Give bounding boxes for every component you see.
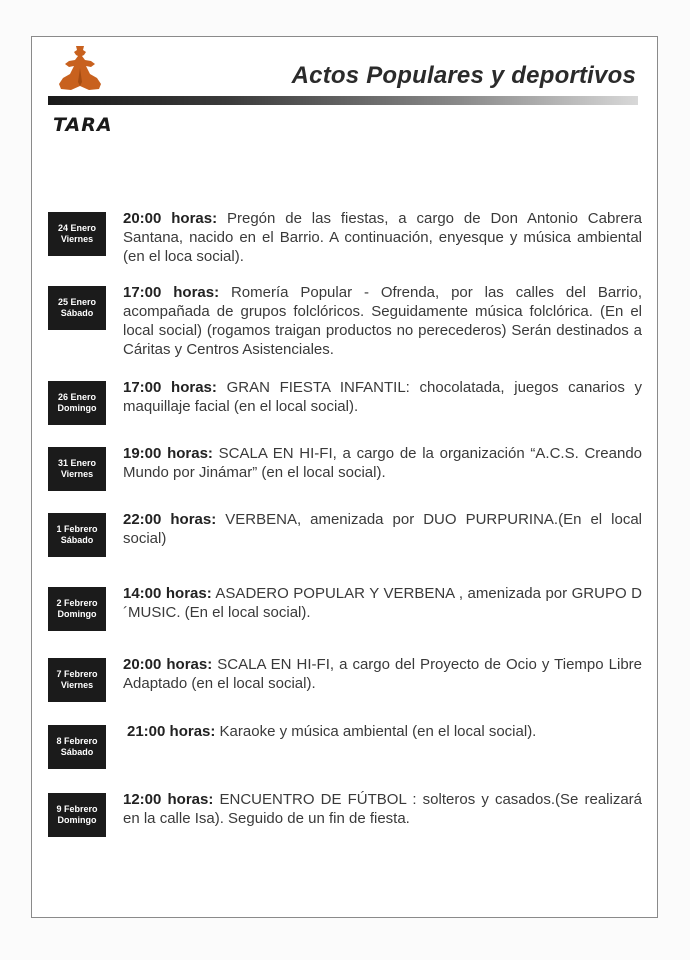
brand-label: TARA [53,114,113,136]
event-time: 17:00 horas: [123,379,217,396]
date-weekday: Sábado [60,308,94,318]
date-day: 8 Febrero [56,736,98,746]
date-badge [48,513,106,557]
event-description [123,584,642,622]
event-time: 17:00 horas: [123,284,220,301]
date-weekday: Domingo [57,815,97,825]
date-badge [48,725,106,769]
date-weekday: Viernes [60,680,94,690]
event-text: SCALA EN HI-FI, a cargo de la organización “A.C.S. Creando Mundo por Jinámar” (en el local social). [123,445,643,481]
event-text: Karaoke y música ambiental (en el local social). [215,723,537,740]
event-text: ASADERO POPULAR Y VERBENA , amenizada por GRUPO D´MUSIC. (En el local social). [123,585,642,621]
date-badge [48,447,106,491]
date-badge [48,587,106,631]
date-weekday: Sábado [60,535,94,545]
event-text: Pregón de las fiestas, a cargo de Don Antonio Cabrera Santana, nacido en el Barrio. A continuación, enyesque y música ambiental (en el loca social). [123,210,642,265]
event-text: Romería Popular - Ofrenda, por las calles del Barrio, acompañada de grupos folclóricos. Seguidamente música folclórica. (En el local social) (rogamos traigan productos no perecederos) Serán destinados a Cáritas y Centros Asistenciales. [123,284,642,358]
event-time: 22:00 horas: [123,511,217,528]
event-text: ENCUENTRO DE FÚTBOL : solteros y casados.(Se realizará en la calle Isa). Seguido de un fin de fiesta. [123,791,643,827]
event-description [123,283,642,359]
event-time: 19:00 horas: [123,445,213,462]
date-day: 24 Enero [57,223,97,233]
date-day: 2 Febrero [56,598,98,608]
date-badge [48,212,106,256]
event-text: VERBENA, amenizada por DUO PURPURINA.(En el local social) [123,511,642,547]
date-badge [48,658,106,702]
date-day: 25 Enero [57,297,97,307]
page-title: Actos Populares y deportivos [291,62,636,89]
event-description [123,510,642,548]
event-time: 14:00 horas: [123,585,212,602]
date-weekday: Domingo [57,403,97,413]
date-weekday: Domingo [57,609,97,619]
event-description [123,378,642,416]
date-badge [48,286,106,330]
tara-figure-logo [55,44,105,92]
event-text: SCALA EN HI-FI, a cargo del Proyecto de Ocio y Tiempo Libre Adaptado (en el local social). [123,656,642,692]
date-day: 31 Enero [57,458,97,468]
title-underline-bar [48,96,638,105]
event-time: 20:00 horas: [123,656,213,673]
event-description [123,209,642,266]
date-badge [48,793,106,837]
event-description [123,444,642,482]
event-description [127,722,646,741]
date-day: 9 Febrero [56,804,98,814]
event-description [123,655,642,693]
date-day: 1 Febrero [56,524,98,534]
event-description [123,790,642,828]
date-badge [48,381,106,425]
event-text: GRAN FIESTA INFANTIL: chocolatada, juegos canarios y maquillaje facial (en el local social). [123,379,642,415]
date-weekday: Viernes [60,234,94,244]
date-day: 7 Febrero [56,669,98,679]
event-time: 21:00 horas: [127,723,216,740]
date-weekday: Sábado [60,747,94,757]
event-time: 20:00 horas: [123,210,218,227]
event-time: 12:00 horas: [123,791,214,808]
date-day: 26 Enero [57,392,97,402]
date-weekday: Viernes [60,469,94,479]
